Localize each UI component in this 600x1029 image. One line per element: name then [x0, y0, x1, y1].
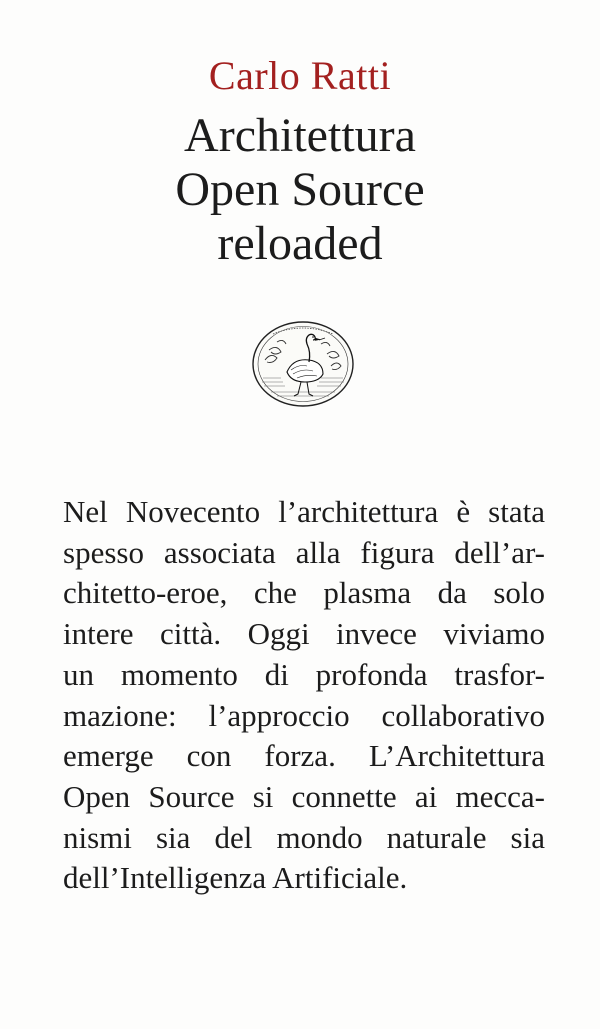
- blurb-line: Nel Novecento l’architettura è stata: [63, 494, 545, 529]
- blurb-line: nismi sia del mondo naturale sia: [63, 819, 545, 855]
- blurb-line: spesso associata alla figura dell’ar-: [63, 534, 545, 570]
- title-line-1: Architettura: [184, 109, 416, 162]
- author-name: Carlo Ratti: [208, 53, 392, 98]
- blurb-line: Open Source si connette ai mecca-: [63, 778, 545, 814]
- blurb-line: mazione: l’approccio collaborativo: [63, 697, 545, 733]
- title-line-3: reloaded: [217, 217, 383, 270]
- blurb-line: chitetto-eroe, che plasma da solo: [63, 575, 545, 611]
- blurb-line: emerge con forza. L’Architettura: [63, 738, 545, 774]
- title-line-2: Open Source: [175, 163, 425, 216]
- blurb-line: un momento di profonda trasfor-: [63, 656, 545, 692]
- ostrich-emblem-icon: [251, 320, 355, 408]
- blurb-text: [63, 492, 545, 899]
- blurb-line: intere città. Oggi invece viviamo: [63, 616, 545, 652]
- book-title: [0, 109, 600, 271]
- blurb-line: dell’Intelligenza Artificiale.: [63, 860, 408, 896]
